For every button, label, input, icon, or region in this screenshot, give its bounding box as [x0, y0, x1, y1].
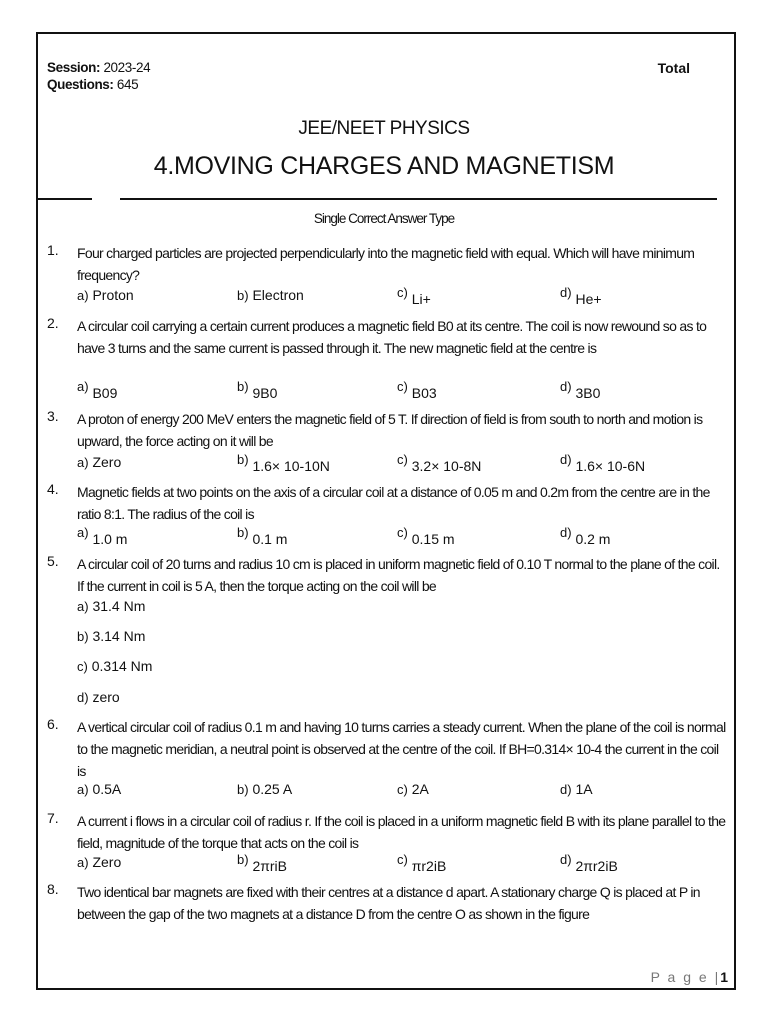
- option-label: d): [560, 379, 572, 394]
- option-d[interactable]: [560, 285, 602, 307]
- option-d[interactable]: [560, 379, 601, 401]
- option-label: d): [560, 525, 572, 540]
- options-row: [77, 287, 727, 311]
- page-number: 1: [720, 969, 728, 985]
- option-c[interactable]: [397, 452, 482, 474]
- option-value: 0.5A: [92, 781, 122, 797]
- option-label: d): [77, 690, 89, 705]
- question-number: 8.: [47, 881, 59, 897]
- question-text: Two identical bar magnets are fixed with their centres at a distance d apart. A stationary charge Q is placed at P in between the gap of the two magnets at a distance D from the centre O as shown in the figure: [77, 884, 700, 922]
- questions-value: 645: [116, 77, 139, 92]
- question-text: Four charged particles are projected perpendicularly into the magnetic field with equal. Which will have minimum frequency?: [77, 245, 695, 283]
- option-label: c): [77, 659, 88, 674]
- option-d[interactable]: [77, 689, 727, 713]
- option-value: 0.2 m: [575, 531, 611, 547]
- option-d[interactable]: [560, 781, 593, 797]
- option-c[interactable]: [397, 379, 437, 401]
- option-label: a): [77, 599, 89, 614]
- option-label: b): [77, 629, 89, 644]
- options-row: [77, 781, 727, 805]
- option-label: b): [237, 852, 249, 867]
- option-c[interactable]: [397, 525, 455, 547]
- option-value: 0.15 m: [411, 531, 455, 547]
- option-value: He+: [575, 291, 602, 307]
- option-label: c): [397, 379, 408, 394]
- session-label: Session:: [47, 60, 101, 75]
- option-c[interactable]: [77, 658, 727, 682]
- option-value: 0.25 A: [252, 781, 293, 797]
- option-value: Li+: [411, 291, 431, 307]
- option-value: 31.4 Nm: [92, 598, 146, 614]
- option-d[interactable]: [560, 852, 618, 874]
- question-text: A circular coil of 20 turns and radius 10 cm is placed in uniform magnetic field of 0.10 T normal to the plane of the coil. If the current in coil is 5 A, then the torque acting on the coil will be: [77, 556, 720, 594]
- option-value: Zero: [92, 854, 122, 870]
- option-label: a): [77, 782, 89, 797]
- option-label: b): [237, 525, 249, 540]
- option-a[interactable]: [77, 379, 118, 401]
- option-c[interactable]: [397, 781, 429, 797]
- option-b[interactable]: [77, 628, 727, 652]
- option-value: 1.6× 10-10N: [252, 458, 330, 474]
- option-c[interactable]: [397, 285, 431, 307]
- option-a[interactable]: [77, 454, 121, 470]
- option-label: d): [560, 852, 572, 867]
- options-row: [77, 854, 727, 878]
- answer-type-heading: Single Correct Answer Type: [313, 211, 455, 226]
- option-label: b): [237, 288, 249, 303]
- option-value: 1.6× 10-6N: [575, 458, 646, 474]
- question-number: 7.: [47, 810, 59, 826]
- question-number: 6.: [47, 716, 59, 732]
- option-b[interactable]: [237, 452, 330, 474]
- option-a[interactable]: [77, 287, 134, 303]
- option-value: 1A: [575, 781, 593, 797]
- option-label: c): [397, 782, 408, 797]
- chapter-title: 4.MOVING CHARGES AND MAGNETISM: [153, 152, 615, 180]
- total-label: Total: [657, 60, 690, 76]
- option-value: Proton: [92, 287, 134, 303]
- option-label: c): [397, 452, 408, 467]
- option-label: a): [77, 379, 89, 394]
- option-d[interactable]: [560, 452, 646, 474]
- option-b[interactable]: [237, 852, 288, 874]
- option-value: 9B0: [252, 385, 278, 401]
- page-label: P a g e |: [650, 969, 721, 985]
- option-label: d): [560, 782, 572, 797]
- session-info: [47, 60, 150, 75]
- option-value: 0.314 Nm: [91, 658, 153, 674]
- option-value: 2A: [411, 781, 429, 797]
- options-row: [77, 527, 727, 551]
- subject-title: JEE/NEET PHYSICS: [298, 118, 470, 139]
- question-text: A current i flows in a circular coil of radius r. If the coil is placed in a uniform magnetic field B with its plane parallel to the field, magnitude of the torque that acts on the coil is: [77, 813, 726, 851]
- option-label: c): [397, 525, 408, 540]
- option-value: 2πr2iB: [575, 858, 618, 874]
- option-label: d): [560, 285, 572, 300]
- option-a[interactable]: [77, 598, 727, 622]
- option-value: 1.0 m: [92, 531, 128, 547]
- option-a[interactable]: [77, 854, 121, 870]
- option-value: B03: [411, 385, 437, 401]
- option-label: a): [77, 525, 89, 540]
- question-number: 2.: [47, 315, 59, 331]
- option-value: B09: [92, 385, 118, 401]
- option-value: 3.2× 10-8N: [411, 458, 482, 474]
- question-number: 4.: [47, 481, 59, 497]
- question-number: 1.: [47, 242, 59, 258]
- option-label: a): [77, 455, 89, 470]
- header-rule-right: [120, 198, 717, 200]
- question-text: A vertical circular coil of radius 0.1 m and having 10 turns carries a steady current. When the plane of the coil is normal to the magnetic meridian, a neutral point is observed at the centre of the coil. If BH=0.314× 10-4 the current in the coil is: [77, 719, 726, 779]
- option-value: πr2iB: [411, 858, 447, 874]
- option-a[interactable]: [77, 525, 128, 547]
- option-value: Electron: [252, 287, 304, 303]
- option-b[interactable]: [237, 525, 288, 547]
- questions-label: Questions:: [47, 77, 114, 92]
- question-number: 5.: [47, 553, 59, 569]
- option-label: b): [237, 379, 249, 394]
- options-row: [77, 454, 727, 478]
- option-b[interactable]: [237, 379, 278, 401]
- option-c[interactable]: [397, 852, 447, 874]
- option-label: a): [77, 855, 89, 870]
- option-d[interactable]: [560, 525, 611, 547]
- questions-info: [47, 77, 138, 92]
- option-label: b): [237, 452, 249, 467]
- option-label: a): [77, 288, 89, 303]
- question-number: 3.: [47, 408, 59, 424]
- option-label: c): [397, 852, 408, 867]
- question-text: A proton of energy 200 MeV enters the magnetic field of 5 T. If direction of field is from south to north and motion is upward, the force acting on it will be: [77, 411, 703, 449]
- options-row: [77, 381, 727, 405]
- option-value: Zero: [92, 454, 122, 470]
- session-value: 2023-24: [103, 60, 151, 75]
- option-label: d): [560, 452, 572, 467]
- option-b[interactable]: [237, 287, 304, 303]
- option-label: b): [237, 782, 249, 797]
- option-value: 0.1 m: [252, 531, 288, 547]
- option-a[interactable]: [77, 781, 121, 797]
- option-b[interactable]: [237, 781, 292, 797]
- question-text: Magnetic fields at two points on the axis of a circular coil at a distance of 0.05 m and 0.2m from the centre are in the ratio 8:1. The radius of the coil is: [77, 484, 710, 522]
- option-value: 3.14 Nm: [92, 628, 146, 644]
- header-rule-left: [36, 198, 92, 200]
- page-footer: [651, 969, 728, 985]
- question-text: A circular coil carrying a certain current produces a magnetic field B0 at its centre. The coil is now rewound so as to have 3 turns and the same current is passed through it. The new magnetic field at the centre is: [77, 318, 707, 356]
- option-label: c): [397, 285, 408, 300]
- option-value: 2πriB: [252, 858, 288, 874]
- option-value: 3B0: [575, 385, 601, 401]
- option-value: zero: [92, 689, 120, 705]
